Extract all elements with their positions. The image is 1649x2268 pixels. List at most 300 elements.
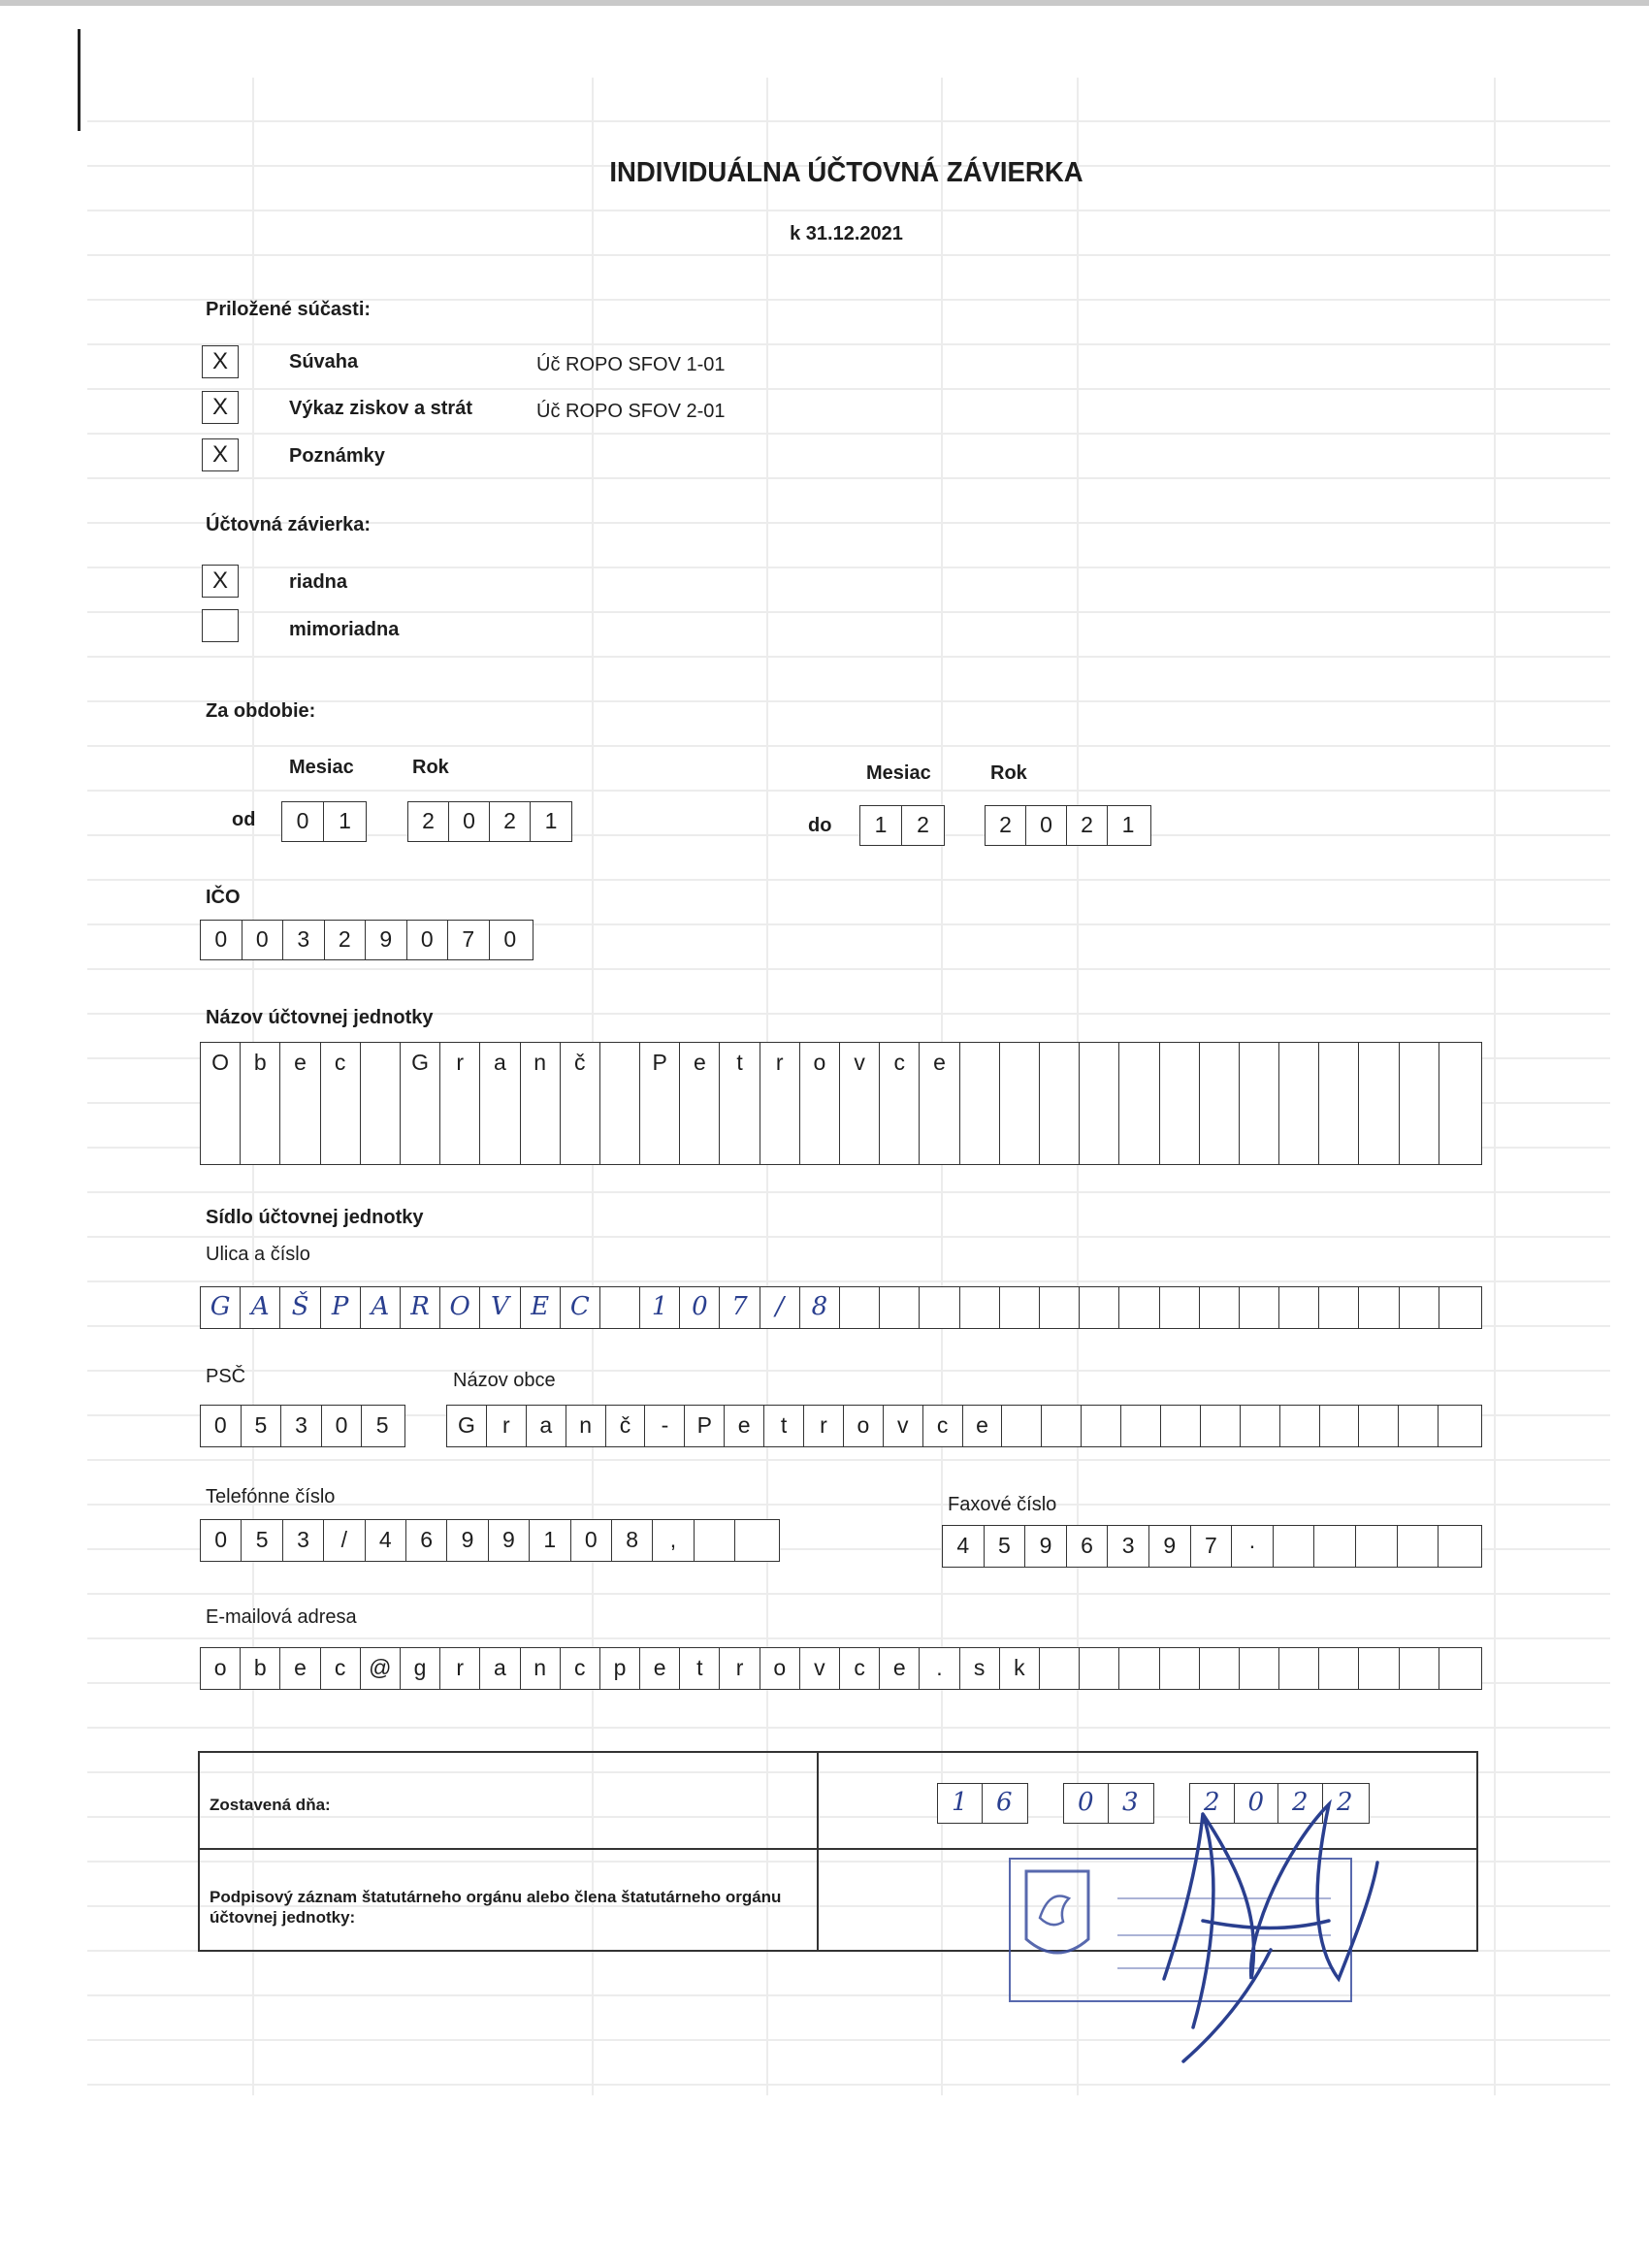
char-cell: [1400, 1043, 1439, 1084]
char-cell: 9: [366, 921, 407, 959]
char-cell: [1119, 1287, 1159, 1328]
char-cell: c: [880, 1043, 920, 1084]
char-cell: -: [645, 1406, 685, 1446]
char-cell: [720, 1123, 760, 1164]
char-cell: [280, 1123, 320, 1164]
char-cell: [1319, 1648, 1359, 1689]
char-cell: o: [800, 1043, 840, 1084]
char-cell: 5: [985, 1526, 1026, 1567]
ico-label: IČO: [206, 887, 241, 908]
char-cell: a: [527, 1406, 566, 1446]
char-cell: [680, 1123, 720, 1164]
from-month-field[interactable]: [281, 801, 367, 842]
phone-field[interactable]: [200, 1519, 780, 1562]
char-cell: [760, 1083, 800, 1123]
char-cell: [1119, 1083, 1159, 1123]
char-cell: a: [480, 1043, 520, 1084]
char-cell: [960, 1287, 1000, 1328]
char-cell: 0: [571, 1520, 612, 1561]
char-cell: O: [440, 1287, 480, 1328]
ico-field[interactable]: [200, 920, 534, 960]
char-cell: c: [321, 1648, 361, 1689]
char-cell: [1040, 1287, 1080, 1328]
address-heading: Sídlo účtovnej jednotky: [206, 1207, 424, 1228]
document-title: INDIVIDUÁLNA ÚČTOVNÁ ZÁVIERKA: [609, 157, 1083, 188]
char-cell: 5: [242, 1406, 282, 1446]
char-cell: P: [685, 1406, 725, 1446]
char-cell: r: [487, 1406, 527, 1446]
char-cell: [1314, 1526, 1356, 1567]
psc-label: PSČ: [206, 1366, 246, 1387]
code-vykaz: Úč ROPO SFOV 2-01: [536, 401, 726, 422]
char-cell: [280, 1083, 320, 1123]
char-cell: 6: [406, 1520, 447, 1561]
char-cell: 2: [1336, 1788, 1353, 1817]
char-cell: [1042, 1406, 1082, 1446]
char-cell: o: [844, 1406, 884, 1446]
char-cell: [1439, 1287, 1479, 1328]
char-cell: [1201, 1406, 1241, 1446]
char-cell: 0: [242, 921, 284, 959]
char-cell: [440, 1123, 480, 1164]
char-cell: [1160, 1287, 1200, 1328]
label-vykaz: Výkaz ziskov a strát: [289, 398, 472, 419]
char-cell: O: [201, 1043, 241, 1084]
char-cell: [800, 1123, 840, 1164]
char-cell: 1: [640, 1287, 680, 1328]
char-cell: [1160, 1083, 1200, 1123]
char-cell: [1080, 1123, 1119, 1164]
char-cell: 1: [938, 1784, 983, 1823]
char-cell: [1439, 1083, 1479, 1123]
char-cell: [241, 1123, 280, 1164]
char-cell: [1160, 1123, 1200, 1164]
char-cell: [1274, 1526, 1315, 1567]
digit-cell: 0: [449, 802, 490, 841]
char-cell: c: [840, 1648, 880, 1689]
char-cell: [1439, 1406, 1478, 1446]
char-cell: [361, 1083, 401, 1123]
char-cell: 0: [201, 921, 242, 959]
compiled-day-field[interactable]: [937, 1783, 1028, 1824]
char-cell: [1240, 1043, 1279, 1084]
phone-label: Telefónne číslo: [206, 1486, 336, 1507]
digit-cell: 0: [282, 802, 324, 841]
char-cell: 0: [201, 1520, 242, 1561]
char-cell: [1359, 1123, 1399, 1164]
char-cell: [600, 1043, 640, 1084]
char-cell: [1119, 1648, 1159, 1689]
char-cell: [1040, 1043, 1080, 1084]
checkbox-vykaz[interactable]: X: [202, 391, 239, 424]
char-cell: c: [923, 1406, 963, 1446]
char-cell: [880, 1287, 920, 1328]
char-cell: p: [600, 1648, 640, 1689]
label-poznamky: Poznámky: [289, 445, 385, 467]
char-cell: G: [447, 1406, 487, 1446]
psc-field[interactable]: [200, 1405, 405, 1447]
char-cell: A: [241, 1287, 280, 1328]
city-label: Názov obce: [453, 1370, 556, 1391]
char-cell: r: [760, 1043, 800, 1084]
char-cell: [760, 1123, 800, 1164]
char-cell: [800, 1083, 840, 1123]
char-cell: [1398, 1526, 1439, 1567]
char-cell: 5: [242, 1520, 282, 1561]
char-cell: 7: [720, 1287, 760, 1328]
char-cell: V: [480, 1287, 520, 1328]
entity-name-label: Názov účtovnej jednotky: [206, 1007, 434, 1028]
char-cell: .: [920, 1648, 959, 1689]
char-cell: a: [480, 1648, 520, 1689]
char-cell: [1279, 1648, 1319, 1689]
char-cell: @: [361, 1648, 401, 1689]
digit-cell: 1: [339, 808, 351, 833]
char-cell: /: [760, 1287, 800, 1328]
char-cell: c: [561, 1648, 600, 1689]
char-cell: [1040, 1648, 1080, 1689]
char-cell: 6: [995, 1788, 1013, 1817]
char-cell: 3: [283, 921, 325, 959]
char-cell: [880, 1083, 920, 1123]
char-cell: [1319, 1043, 1359, 1084]
entity-name-row-2[interactable]: [200, 1083, 1482, 1124]
char-cell: [1240, 1123, 1279, 1164]
char-cell: /: [324, 1520, 365, 1561]
checkbox-riadna[interactable]: X: [202, 565, 239, 598]
code-suvaha: Úč ROPO SFOV 1-01: [536, 354, 726, 375]
char-cell: [1200, 1287, 1240, 1328]
char-cell: 5: [375, 1412, 389, 1438]
fax-label: Faxové číslo: [948, 1494, 1057, 1515]
char-cell: G: [201, 1287, 241, 1328]
char-cell: 1: [530, 1520, 570, 1561]
digit-cell: 2: [917, 812, 929, 837]
char-cell: [1279, 1083, 1319, 1123]
street-label: Ulica a číslo: [206, 1244, 310, 1265]
char-cell: 0: [1064, 1784, 1109, 1823]
char-cell: n: [566, 1406, 606, 1446]
char-cell: 7: [1191, 1526, 1233, 1567]
char-cell: 9: [489, 1520, 530, 1561]
email-field[interactable]: [200, 1647, 1482, 1690]
char-cell: [480, 1123, 520, 1164]
char-cell: [1359, 1287, 1399, 1328]
char-cell: 0: [322, 1406, 363, 1446]
char-cell: [840, 1287, 880, 1328]
char-cell: 9: [1025, 1526, 1067, 1567]
char-cell: [1439, 1648, 1479, 1689]
char-cell: b: [241, 1648, 280, 1689]
char-cell: [1080, 1287, 1119, 1328]
char-cell: [1082, 1406, 1121, 1446]
checkbox-mimoriadna[interactable]: [202, 609, 239, 642]
char-cell: 9: [447, 1520, 488, 1561]
char-cell: c: [321, 1043, 361, 1084]
char-cell: [1279, 1123, 1319, 1164]
char-cell: [640, 1123, 680, 1164]
char-cell: P: [640, 1043, 680, 1084]
char-cell: g: [401, 1648, 440, 1689]
digit-cell: 2: [490, 802, 531, 841]
char-cell: 0: [503, 926, 517, 952]
char-cell: 7: [448, 921, 490, 959]
checkbox-suvaha[interactable]: X: [202, 345, 239, 378]
from-label: od: [232, 809, 256, 830]
to-label: do: [808, 815, 832, 836]
char-cell: e: [280, 1648, 320, 1689]
char-cell: [1040, 1083, 1080, 1123]
char-cell: [1400, 1123, 1439, 1164]
char-cell: e: [725, 1406, 764, 1446]
char-cell: [561, 1123, 600, 1164]
char-cell: [1320, 1406, 1360, 1446]
to-year-field[interactable]: [985, 805, 1151, 846]
char-cell: [1439, 1123, 1479, 1164]
char-cell: [1280, 1406, 1320, 1446]
from-month-label: Mesiac: [289, 757, 354, 778]
char-cell: 4: [366, 1520, 406, 1561]
char-cell: [1200, 1043, 1240, 1084]
char-cell: t: [764, 1406, 804, 1446]
char-cell: [1241, 1406, 1280, 1446]
char-cell: [1160, 1648, 1200, 1689]
char-cell: [521, 1123, 561, 1164]
char-cell: 2: [325, 921, 367, 959]
char-cell: [735, 1520, 776, 1561]
char-cell: [1359, 1648, 1399, 1689]
char-cell: [521, 1083, 561, 1123]
char-cell: 8: [800, 1287, 840, 1328]
char-cell: [241, 1083, 280, 1123]
signature-label: Podpisový záznam štatutárneho orgánu alebo člena štatutárneho orgánu účtovnej jednotky:: [210, 1888, 782, 1927]
char-cell: 0: [201, 1406, 242, 1446]
email-label: E-mailová adresa: [206, 1606, 357, 1628]
char-cell: b: [241, 1043, 280, 1084]
char-cell: s: [960, 1648, 1000, 1689]
char-cell: [1000, 1083, 1040, 1123]
char-cell: [321, 1123, 361, 1164]
char-cell: r: [440, 1648, 480, 1689]
checkbox-poznamky[interactable]: X: [202, 438, 239, 471]
char-cell: [1359, 1043, 1399, 1084]
char-cell: [680, 1083, 720, 1123]
char-cell: t: [680, 1648, 720, 1689]
char-cell: t: [720, 1043, 760, 1084]
char-cell: Š: [280, 1287, 320, 1328]
char-cell: [720, 1083, 760, 1123]
char-cell: 3: [281, 1406, 322, 1446]
char-cell: [920, 1287, 959, 1328]
char-cell: č: [561, 1043, 600, 1084]
char-cell: 2: [1190, 1784, 1235, 1823]
char-cell: v: [800, 1648, 840, 1689]
char-cell: E: [521, 1287, 561, 1328]
char-cell: A: [361, 1287, 401, 1328]
from-year-label: Rok: [412, 757, 449, 778]
char-cell: n: [521, 1648, 561, 1689]
char-cell: r: [804, 1406, 844, 1446]
fax-field[interactable]: [942, 1525, 1482, 1568]
char-cell: č: [606, 1406, 646, 1446]
char-cell: [640, 1083, 680, 1123]
char-cell: 0: [1235, 1784, 1279, 1823]
char-cell: [1002, 1406, 1042, 1446]
char-cell: [920, 1123, 959, 1164]
entity-name-row-1[interactable]: [200, 1042, 1482, 1085]
char-cell: [960, 1083, 1000, 1123]
char-cell: [600, 1083, 640, 1123]
char-cell: 3: [283, 1520, 324, 1561]
char-cell: 4: [943, 1526, 985, 1567]
char-cell: [1121, 1406, 1161, 1446]
components-heading: Priložené súčasti:: [206, 299, 372, 320]
char-cell: [600, 1287, 640, 1328]
char-cell: G: [401, 1043, 440, 1084]
char-cell: e: [920, 1043, 959, 1084]
char-cell: e: [280, 1043, 320, 1084]
char-cell: 8: [612, 1520, 653, 1561]
char-cell: [1240, 1287, 1279, 1328]
char-cell: [1319, 1287, 1359, 1328]
char-cell: e: [963, 1406, 1003, 1446]
char-cell: P: [321, 1287, 361, 1328]
char-cell: [1359, 1406, 1399, 1446]
char-cell: o: [760, 1648, 800, 1689]
char-cell: e: [680, 1043, 720, 1084]
char-cell: v: [840, 1043, 880, 1084]
closing-type-heading: Účtovná závierka:: [206, 514, 372, 535]
char-cell: [840, 1123, 880, 1164]
char-cell: [1200, 1648, 1240, 1689]
char-cell: [1240, 1648, 1279, 1689]
char-cell: [321, 1083, 361, 1123]
margin-mark: [78, 29, 81, 131]
document-date: k 31.12.2021: [790, 223, 903, 244]
to-month-field[interactable]: [859, 805, 945, 846]
char-cell: [361, 1123, 401, 1164]
char-cell: [1439, 1043, 1479, 1084]
char-cell: ,: [653, 1520, 694, 1561]
char-cell: [695, 1520, 735, 1561]
char-cell: n: [521, 1043, 561, 1084]
char-cell: [201, 1123, 241, 1164]
char-cell: [1000, 1043, 1040, 1084]
char-cell: [1080, 1648, 1119, 1689]
char-cell: [840, 1083, 880, 1123]
char-cell: [1400, 1287, 1439, 1328]
char-cell: [1359, 1083, 1399, 1123]
char-cell: [1200, 1123, 1240, 1164]
char-cell: [1000, 1123, 1040, 1164]
period-heading: Za obdobie:: [206, 700, 316, 722]
label-riadna: riadna: [289, 571, 348, 593]
char-cell: 0: [407, 921, 449, 959]
from-year-field[interactable]: [407, 801, 572, 842]
char-cell: [201, 1083, 241, 1123]
char-cell: [1356, 1526, 1398, 1567]
table-divider: [817, 1753, 819, 1950]
char-cell: r: [720, 1648, 760, 1689]
city-field[interactable]: [446, 1405, 1482, 1447]
char-cell: r: [440, 1043, 480, 1084]
char-cell: ·: [1232, 1526, 1274, 1567]
digit-cell: 1: [1121, 812, 1135, 837]
digit-cell: 1: [544, 808, 558, 833]
char-cell: [1400, 1648, 1439, 1689]
char-cell: 6: [1067, 1526, 1109, 1567]
char-cell: [1040, 1123, 1080, 1164]
char-cell: [1319, 1123, 1359, 1164]
char-cell: [1160, 1043, 1200, 1084]
char-cell: [1279, 1287, 1319, 1328]
char-cell: [1080, 1083, 1119, 1123]
char-cell: C: [561, 1287, 600, 1328]
compiled-label: Zostavená dňa:: [210, 1796, 331, 1814]
char-cell: [1200, 1083, 1240, 1123]
entity-name-row-3[interactable]: [200, 1123, 1482, 1165]
char-cell: [880, 1123, 920, 1164]
char-cell: 3: [1121, 1788, 1139, 1817]
digit-cell: 2: [1067, 806, 1108, 845]
char-cell: v: [884, 1406, 923, 1446]
char-cell: [1119, 1043, 1159, 1084]
char-cell: [1399, 1406, 1439, 1446]
char-cell: 0: [680, 1287, 720, 1328]
char-cell: o: [201, 1648, 241, 1689]
char-cell: e: [880, 1648, 920, 1689]
char-cell: [1319, 1083, 1359, 1123]
char-cell: [1161, 1406, 1201, 1446]
char-cell: [401, 1123, 440, 1164]
compiled-month-field[interactable]: [1063, 1783, 1154, 1824]
page-top-edge: [0, 0, 1649, 6]
digit-cell: 2: [408, 802, 449, 841]
char-cell: [960, 1123, 1000, 1164]
label-suvaha: Súvaha: [289, 351, 359, 373]
char-cell: [480, 1083, 520, 1123]
char-cell: [361, 1043, 401, 1084]
handwritten-signature: [1145, 1785, 1397, 2066]
char-cell: [1400, 1083, 1439, 1123]
char-cell: [401, 1083, 440, 1123]
char-cell: [440, 1083, 480, 1123]
char-cell: [1439, 1526, 1480, 1567]
char-cell: [561, 1083, 600, 1123]
to-year-label: Rok: [990, 762, 1027, 784]
char-cell: R: [401, 1287, 440, 1328]
char-cell: [960, 1043, 1000, 1084]
digit-cell: 0: [1026, 806, 1067, 845]
digit-cell: 2: [986, 806, 1026, 845]
char-cell: [1279, 1043, 1319, 1084]
char-cell: e: [640, 1648, 680, 1689]
char-cell: k: [1000, 1648, 1040, 1689]
char-cell: [1240, 1083, 1279, 1123]
char-cell: 9: [1149, 1526, 1191, 1567]
char-cell: [1080, 1043, 1119, 1084]
char-cell: [1119, 1123, 1159, 1164]
street-field[interactable]: [200, 1286, 1482, 1329]
char-cell: 2: [1278, 1784, 1323, 1823]
char-cell: [920, 1083, 959, 1123]
to-month-label: Mesiac: [866, 762, 931, 784]
label-mimoriadna: mimoriadna: [289, 619, 400, 640]
char-cell: 3: [1108, 1526, 1149, 1567]
char-cell: [1000, 1287, 1040, 1328]
char-cell: [600, 1123, 640, 1164]
digit-cell: 1: [860, 806, 902, 845]
